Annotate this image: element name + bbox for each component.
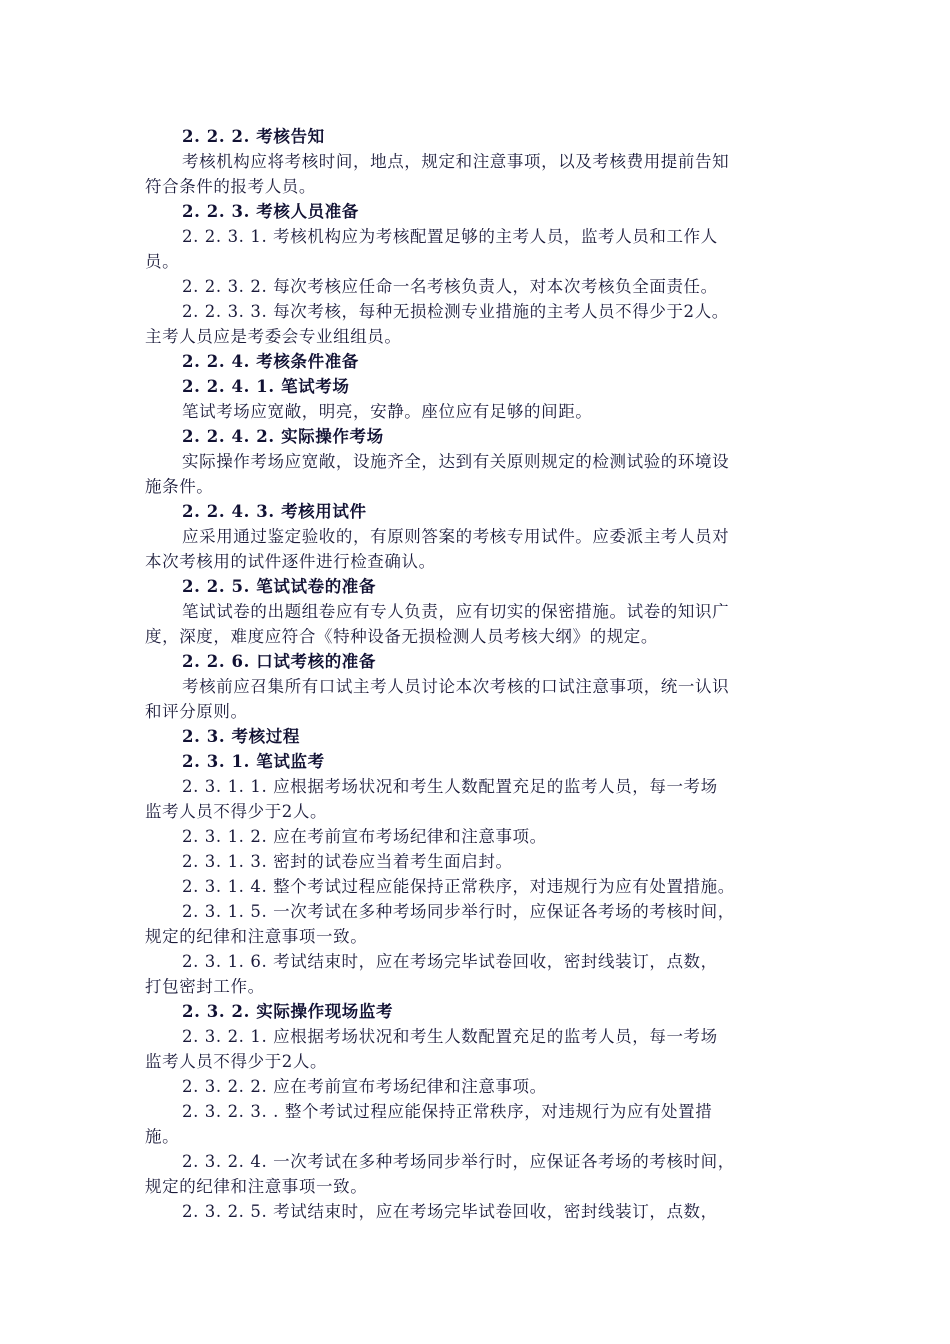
paragraph-line: 2. 3. 2. 1. 应根据考场状况和考生人数配置充足的监考人员，每一考场 [182, 1027, 718, 1046]
section-heading: 2. 2. 4. 考核条件准备 [182, 352, 359, 371]
paragraph-line: 2. 3. 2. 5. 考试结束时，应在考场完毕试卷回收，密封线装订，点数， [182, 1202, 718, 1221]
paragraph-continuation: 员。 [145, 252, 180, 271]
section-heading: 2. 2. 3. 考核人员准备 [182, 202, 359, 221]
paragraph-line: 2. 2. 3. 2. 每次考核应任命一名考核负责人，对本次考核负全面责任。 [182, 277, 718, 296]
paragraph-line: 2. 3. 1. 2. 应在考前宣布考场纪律和注意事项。 [182, 827, 547, 846]
section-heading: 2. 2. 4. 3. 考核用试件 [182, 502, 367, 521]
paragraph-line: 2. 3. 1. 5. 一次考试在多种考场同步举行时，应保证各考场的考核时间， [182, 902, 735, 921]
paragraph-continuation: 度，深度，难度应符合《特种设备无损检测人员考核大纲》的规定。 [145, 627, 658, 646]
paragraph-continuation: 施。 [145, 1127, 180, 1146]
section-heading: 2. 2. 4. 2. 实际操作考场 [182, 427, 384, 446]
paragraph-continuation: 规定的纪律和注意事项一致。 [145, 1177, 368, 1196]
paragraph-continuation: 监考人员不得少于2人。 [145, 1052, 328, 1071]
paragraph-line: 应采用通过鉴定验收的，有原则答案的考核专用试件。应委派主考人员对 [182, 527, 730, 546]
paragraph-line: 2. 3. 1. 4. 整个考试过程应能保持正常秩序，对违规行为应有处置措施。 [182, 877, 735, 896]
document-body [145, 124, 815, 1224]
paragraph-line: 笔试试卷的出题组卷应有专人负责，应有切实的保密措施。试卷的知识广 [182, 602, 730, 621]
section-heading: 2. 2. 4. 1. 笔试考场 [182, 377, 350, 396]
paragraph-line: 2. 3. 2. 4. 一次考试在多种考场同步举行时，应保证各考场的考核时间， [182, 1152, 735, 1171]
section-heading: 2. 3. 2. 实际操作现场监考 [182, 1002, 394, 1021]
section-heading: 2. 3. 考核过程 [182, 727, 300, 746]
paragraph-continuation: 规定的纪律和注意事项一致。 [145, 927, 368, 946]
paragraph-continuation: 施条件。 [145, 477, 214, 496]
paragraph-line: 考核机构应将考核时间，地点，规定和注意事项，以及考核费用提前告知 [182, 152, 730, 171]
paragraph-continuation: 符合条件的报考人员。 [145, 177, 316, 196]
paragraph-continuation: 本次考核用的试件逐件进行检查确认。 [145, 552, 436, 571]
section-heading: 2. 2. 6. 口试考核的准备 [182, 652, 377, 671]
paragraph-line: 2. 2. 3. 1. 考核机构应为考核配置足够的主考人员，监考人员和工作人 [182, 227, 718, 246]
paragraph-line: 2. 2. 3. 3. 每次考核，每种无损检测专业措施的主考人员不得少于2人。 [182, 302, 729, 321]
paragraph-line: 2. 3. 2. 3. . 整个考试过程应能保持正常秩序，对违规行为应有处置措 [182, 1102, 713, 1121]
paragraph-continuation: 主考人员应是考委会专业组组员。 [145, 327, 402, 346]
paragraph-continuation: 打包密封工作。 [145, 977, 265, 996]
section-heading: 2. 2. 2. 考核告知 [182, 127, 325, 146]
paragraph-line: 笔试考场应宽敞，明亮，安静。座位应有足够的间距。 [182, 402, 593, 421]
paragraph-line: 2. 3. 1. 6. 考试结束时，应在考场完毕试卷回收，密封线装订，点数， [182, 952, 718, 971]
paragraph-continuation: 和评分原则。 [145, 702, 248, 721]
section-heading: 2. 3. 1. 笔试监考 [182, 752, 325, 771]
paragraph-continuation: 监考人员不得少于2人。 [145, 802, 328, 821]
paragraph-line: 2. 3. 1. 3. 密封的试卷应当着考生面启封。 [182, 852, 513, 871]
paragraph-line: 实际操作考场应宽敞，设施齐全，达到有关原则规定的检测试验的环境设 [182, 452, 730, 471]
paragraph-line: 2. 3. 2. 2. 应在考前宣布考场纪律和注意事项。 [182, 1077, 547, 1096]
paragraph-line: 考核前应召集所有口试主考人员讨论本次考核的口试注意事项，统一认识 [182, 677, 730, 696]
section-heading: 2. 2. 5. 笔试试卷的准备 [182, 577, 377, 596]
paragraph-line: 2. 3. 1. 1. 应根据考场状况和考生人数配置充足的监考人员，每一考场 [182, 777, 718, 796]
